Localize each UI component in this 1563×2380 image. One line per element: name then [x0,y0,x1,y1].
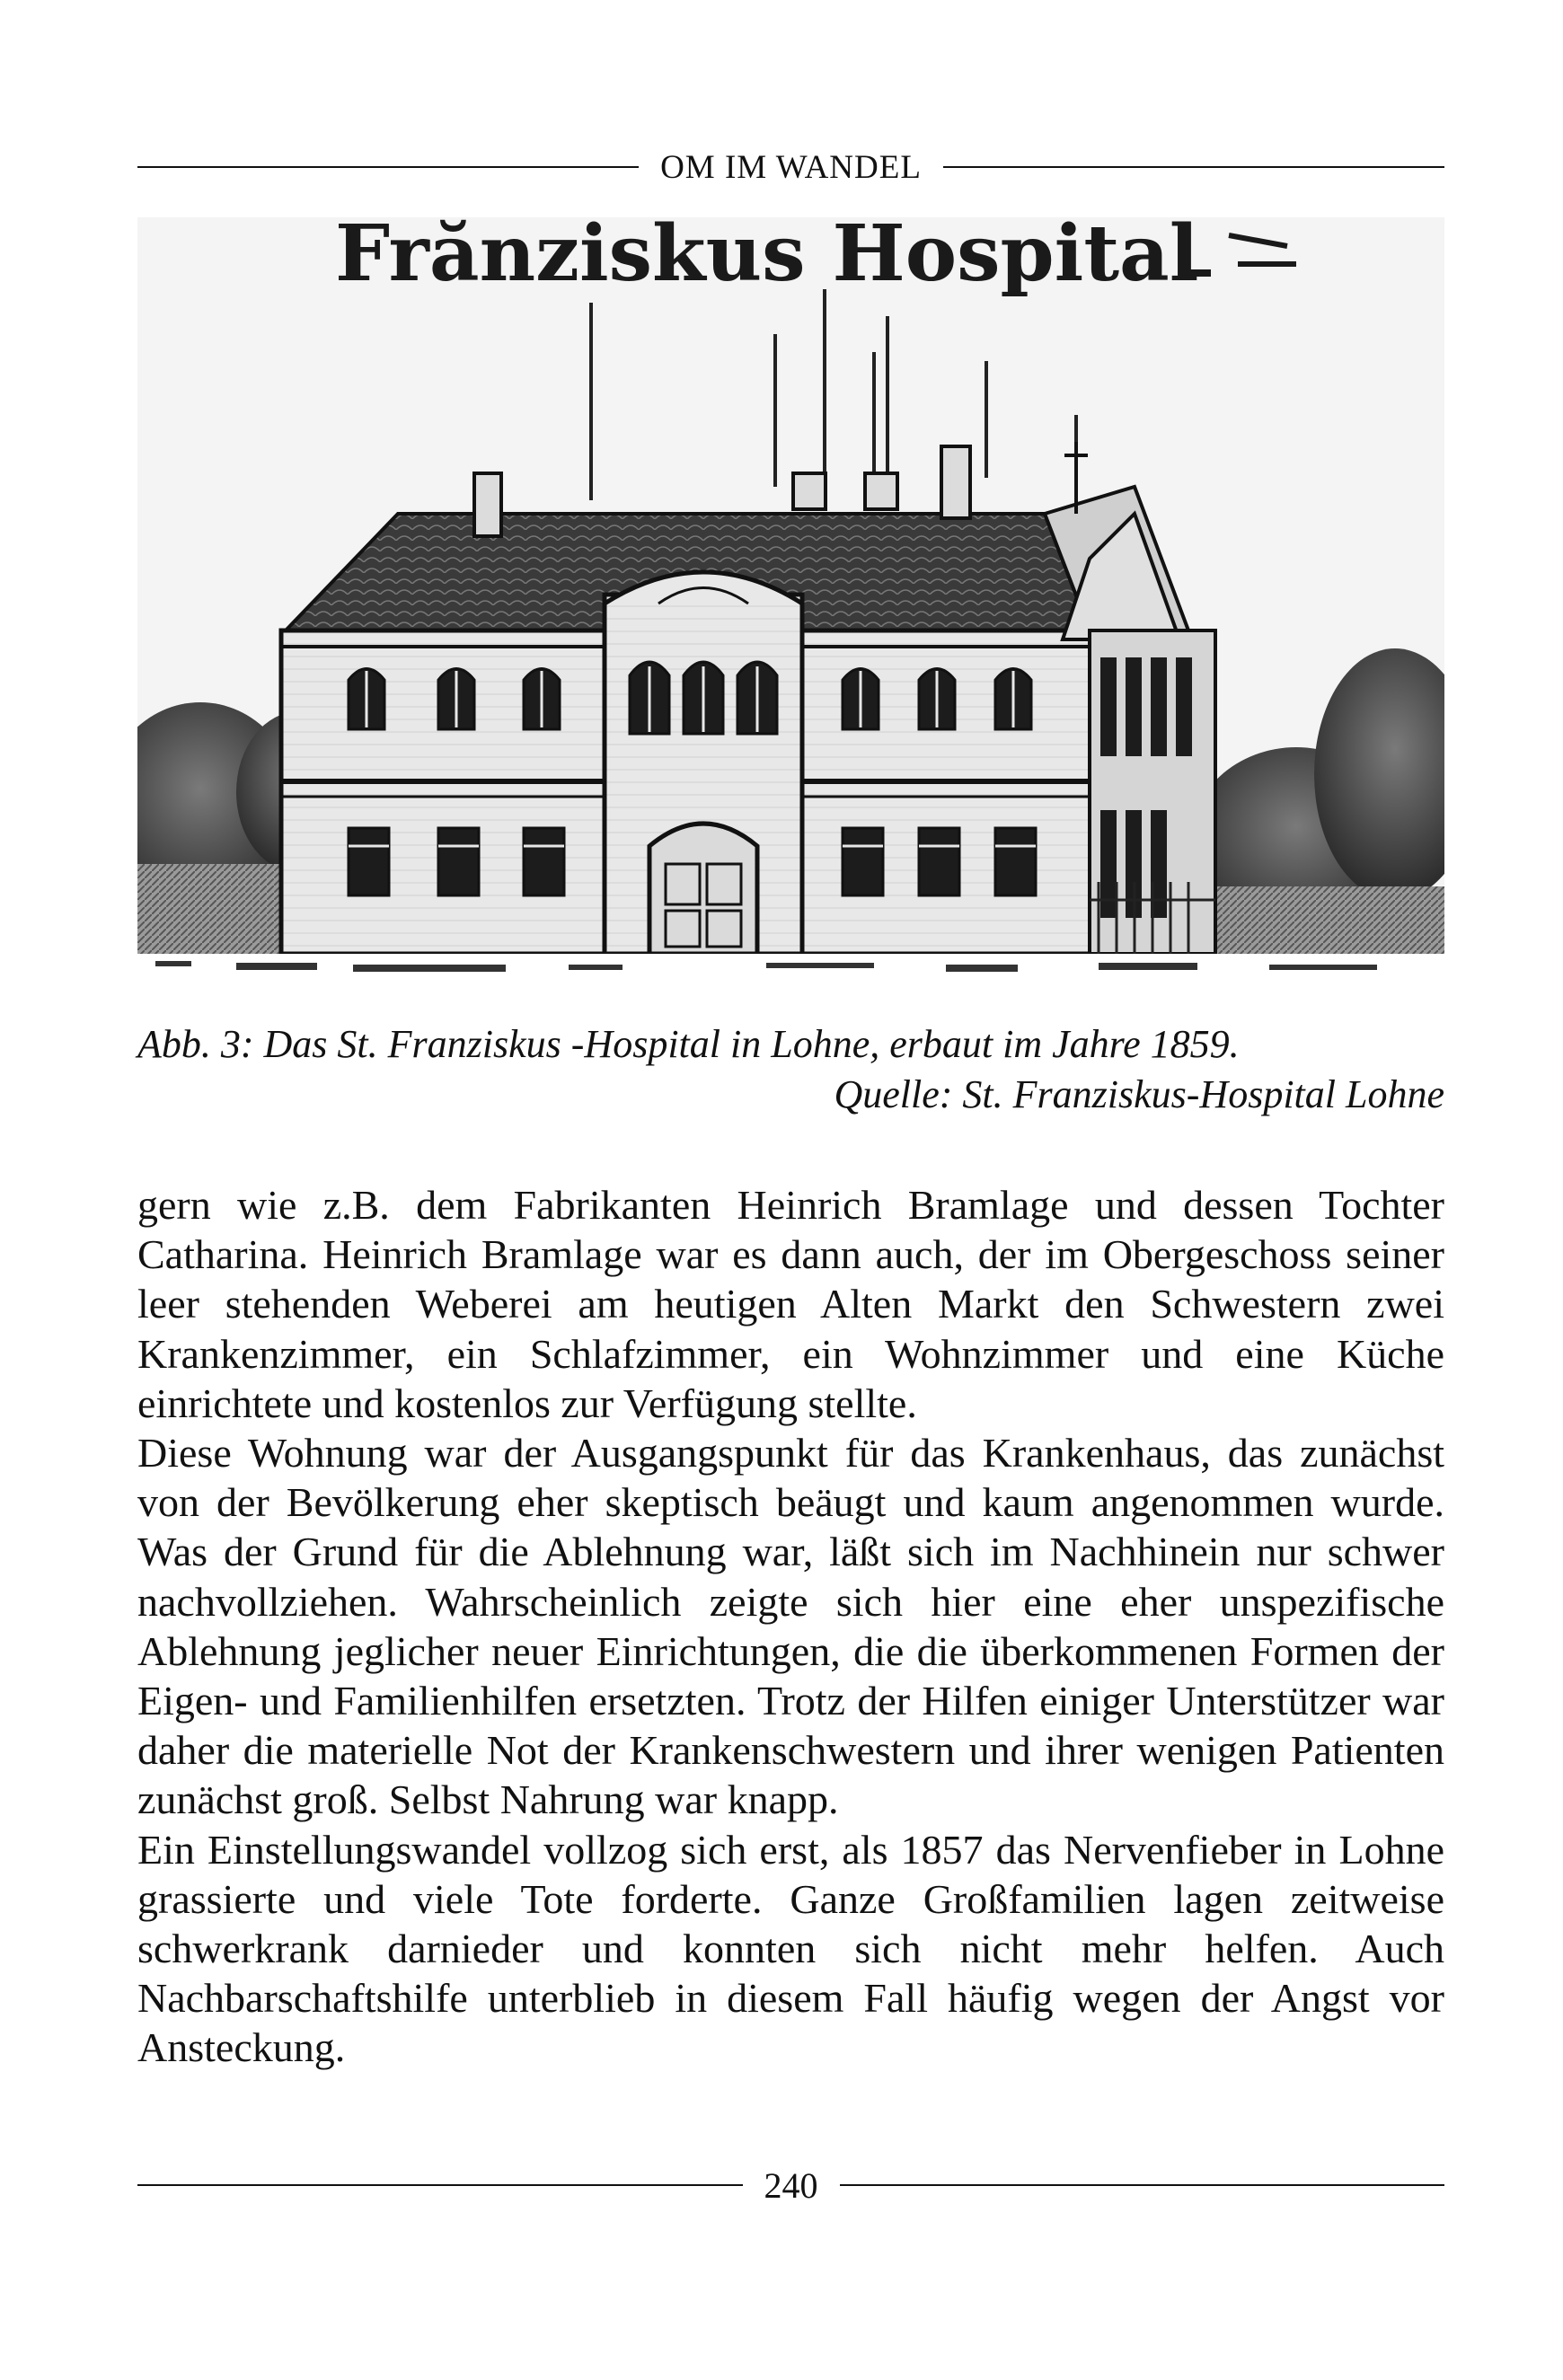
paragraph-2: Diese Wohnung war der Ausgangspunkt für das Krankenhaus, das zunächst von der Bevölkerung eher skeptisch beäugt und kaum angenommen wurde. Was der Grund für die Ablehnung war, läßt sich im Nachhinein nur schwer nachvollziehen. Wahrscheinlich zeigte sich hier eine eher unspezifische Ablehnung jeglicher neuer Einrichtungen, die die überkommenen Formen der Eigen- und Familienhilfen ersetzten. Trotz der Hilfen einiger Unterstützer war daher die materielle Not der Krankenschwestern und ihrer wenigen Patienten zunächst groß. Selbst Nahrung war knapp. [137,1430,1444,1823]
paragraph-3: Ein Einstellungswandel vollzog sich erst, als 1857 das Nervenfieber in Lohne grassierte und viele Tote forderte. Ganze Großfamilien lagen zeitweise schwerkrank darnieder und konnten sich nicht mehr helfen. Auch Nachbarschaftshilfe unterblieb in diesem Fall häufig wegen der Angst vor Ansteckung. [137,1826,1444,2071]
running-header [137,142,1444,192]
footer-rule-right [840,2184,1445,2186]
body-text [137,1180,1444,2073]
footer-rule-left [137,2184,743,2186]
caption-line-1: Abb. 3: Das St. Franziskus -Hospital in Lohne, erbaut im Jahre 1859. [137,1022,1240,1066]
hospital-illustration [137,217,1444,1003]
page-footer [137,2160,1444,2210]
header-rule-left [137,166,639,168]
building-illustration-icon [137,217,1444,1003]
caption-source: Quelle: St. Franziskus-Hospital Lohne [834,1072,1444,1116]
header-rule-right [943,166,1444,168]
figure-lettering: Frӑnziskus Hospital [335,217,1199,299]
paragraph-1: gern wie z.B. dem Fabrikanten Heinrich Bramlage und dessen Tochter Catharina. Heinrich Bramlage war es dann auch, der im Obergeschoss seiner leer stehenden Weberei am heutigen Alten Markt den Schwestern zwei Krankenzimmer, ein Schlafzimmer, ein Wohnzimmer und eine Küche einrichtete und kostenlos zur Verfügung stellte. [137,1182,1444,1426]
page-number: 240 [764,2164,818,2206]
figure-caption [137,1019,1444,1120]
running-header-title: OM IM WANDEL [660,148,922,186]
